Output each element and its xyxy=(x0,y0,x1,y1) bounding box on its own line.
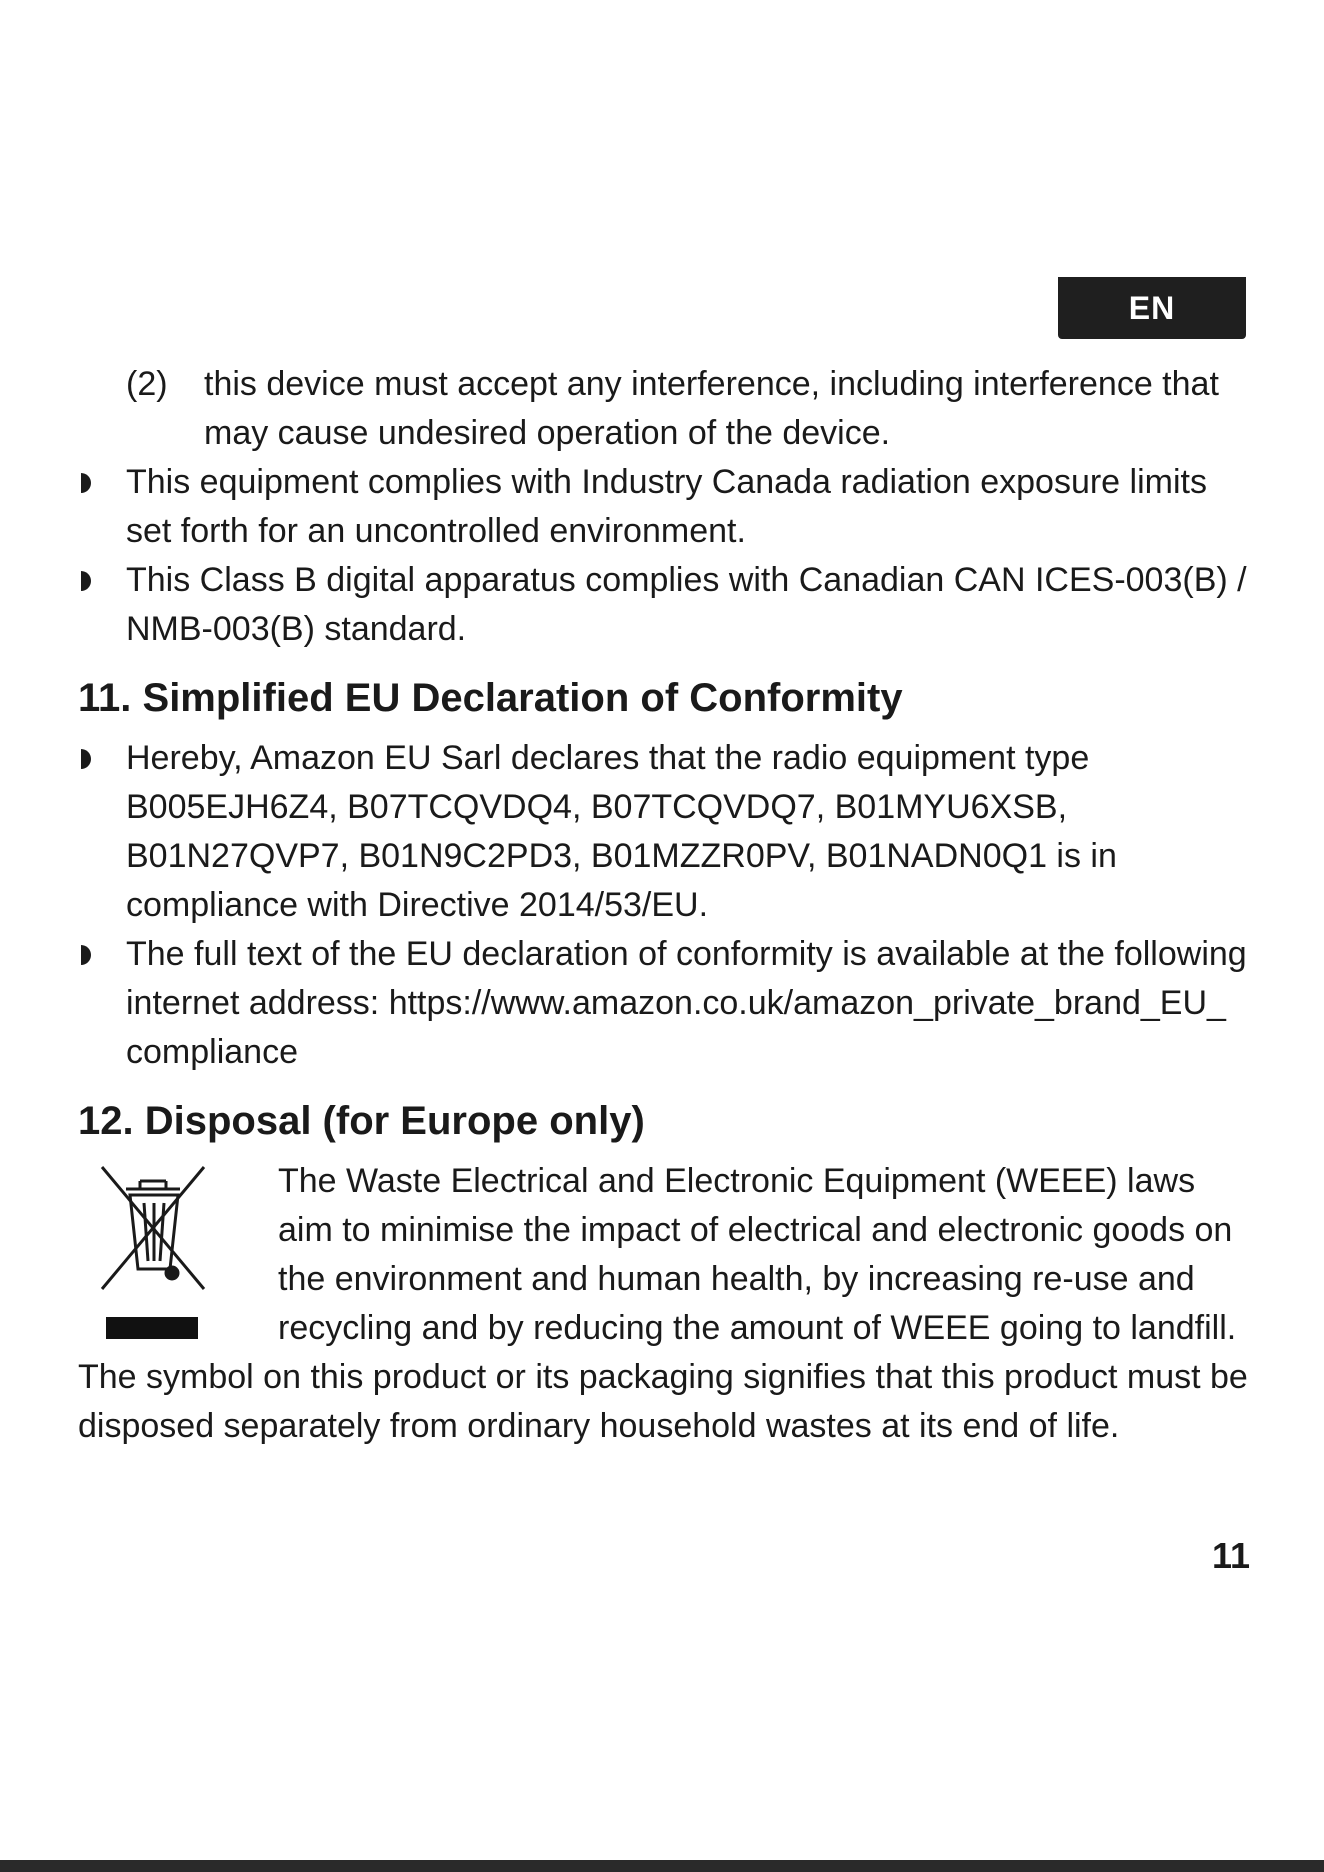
list-item xyxy=(78,556,1248,654)
wheelie-bin-svg xyxy=(88,1161,218,1301)
list-item xyxy=(78,458,1248,556)
list-item xyxy=(78,930,1248,1077)
list-item-text: This equipment complies with Industry Canada radiation exposure limits set forth for an uncontrolled environment. xyxy=(126,463,1207,550)
list-item xyxy=(78,734,1248,930)
numbered-item-text: this device must accept any interference, including interference that may cause undesired operation of the device. xyxy=(204,365,1219,452)
page-content xyxy=(78,360,1248,1451)
section-heading-12: 12. Disposal (for Europe only) xyxy=(78,1099,645,1143)
numbered-item-label: (2) xyxy=(126,365,168,403)
weee-paragraph-block xyxy=(78,1157,1248,1451)
section-heading-11: 11. Simplified EU Declaration of Conformity xyxy=(78,676,903,720)
page-bottom-edge xyxy=(0,1860,1324,1872)
bullet-icon xyxy=(78,556,126,654)
language-tab-label: EN xyxy=(1128,289,1176,326)
list-item-text: Hereby, Amazon EU Sarl declares that the radio equipment type B005EJH6Z4, B07TCQVDQ4, B07TCQVDQ7, B01MYU6XSB, B01N27QVP7, B01N9C2PD3, B01MZZR0PV, B01NADN0Q1 is in compliance with Directive 2014/53/EU. xyxy=(126,739,1117,924)
bullet-icon xyxy=(78,930,126,1077)
weee-paragraph: The Waste Electrical and Electronic Equipment (WEEE) laws aim to minimise the impact of electrical and electronic goods on the environment and human health, by increasing re-use and recycling and by reducing the amount of WEEE going to landfill. The symbol on this product or its packaging signifies that this product must be disposed separately from ordinary household wastes at its end of life. xyxy=(78,1162,1248,1445)
language-tab xyxy=(1058,277,1246,339)
page-number: 11 xyxy=(1211,1535,1250,1576)
list-item-text: This Class B digital apparatus complies with Canadian CAN ICES-003(B) / NMB-003(B) standard. xyxy=(126,561,1247,648)
list-item-text: The full text of the EU declaration of conformity is available at the following internet address: https://www.amazon.co.uk/amazon_private_brand_EU_ compliance xyxy=(126,935,1247,1071)
weee-bar-icon xyxy=(106,1317,198,1339)
numbered-item xyxy=(126,360,1248,458)
bullet-icon xyxy=(78,734,126,930)
bullet-icon xyxy=(78,458,126,556)
crossed-out-wheelie-bin-icon xyxy=(88,1161,238,1336)
